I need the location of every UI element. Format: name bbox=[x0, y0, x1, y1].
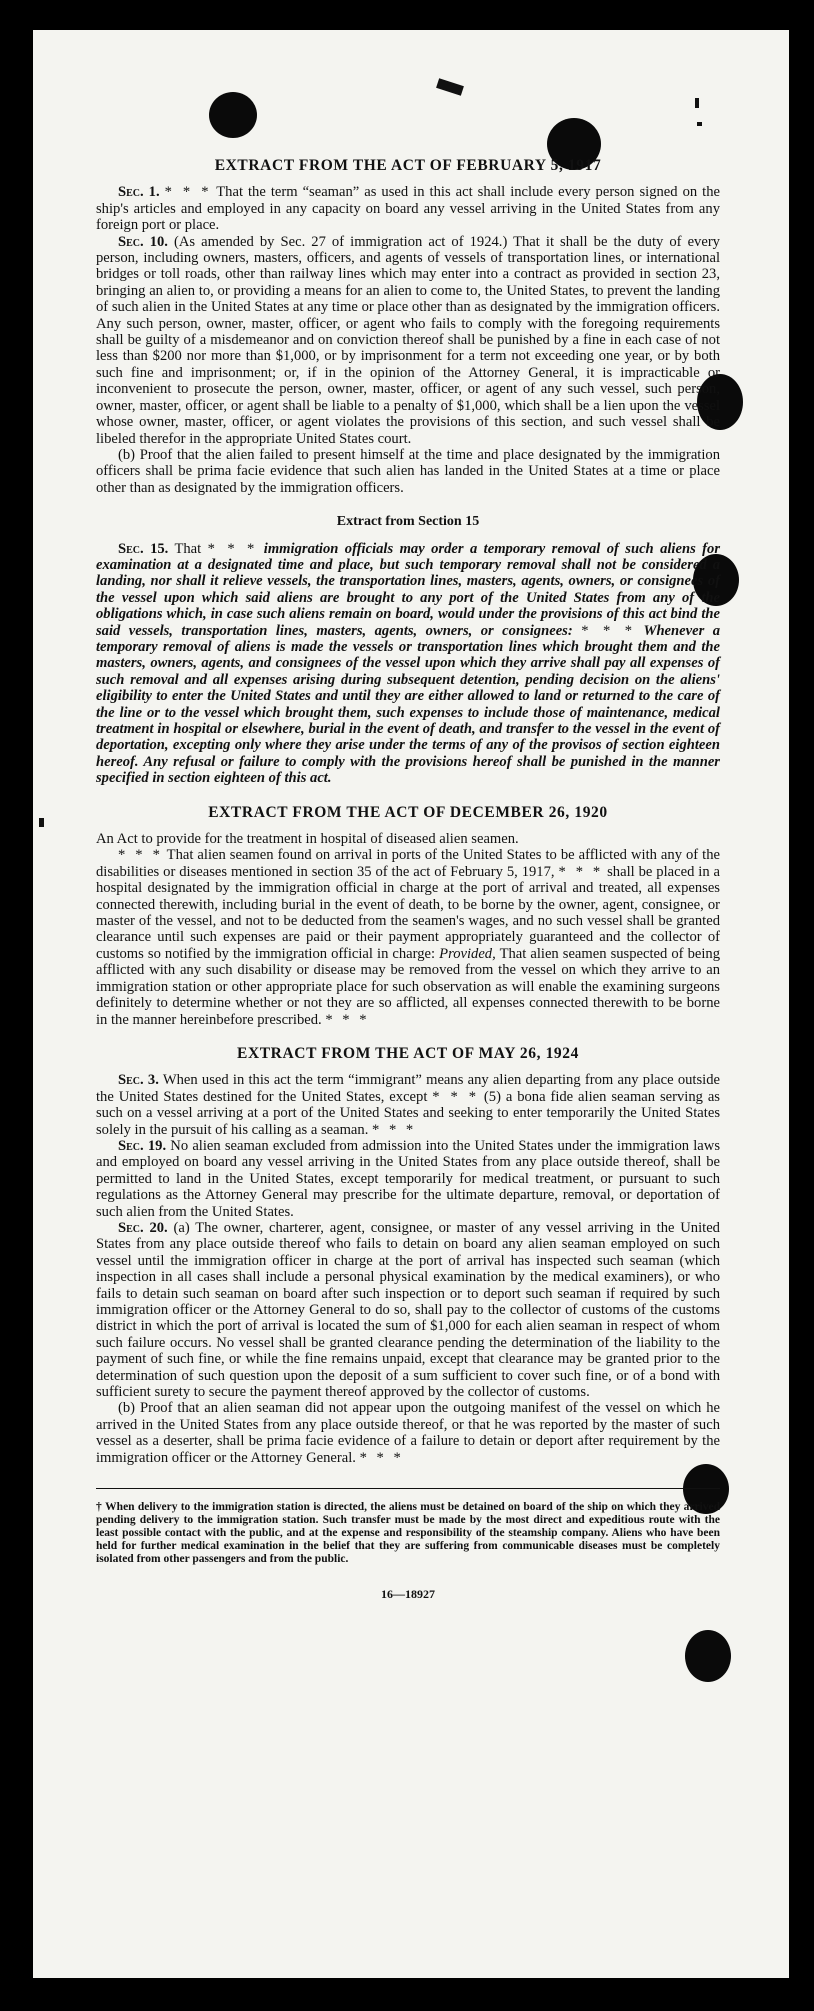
form-number: 16—18927 bbox=[381, 1587, 435, 1602]
section-20-text: (a) The owner, charterer, agent, consignee, or master of any vessel arriving in the United States from any place outside thereof who fails to detain on board any alien seaman employed on such vessel until the immigration officer in charge at the port of arrival has inspected such seaman (which inspection in all cases shall include a personal physical examination by the medical examiners), or who fails to detain such seaman on board after such inspection or to deport such seaman if required by such immigration officer or the Attorney General to do so, shall pay to the collector of customs of the customs district in which the port of arrival is located the sum of $1,000 for each alien seaman in respect of whom such failure occurs. No vessel shall be granted clearance pending the determination of the liability to the payment of such fine, or while the fine remains unpaid, except that clearance may be granted prior to the determination of such question upon the deposit of a sum sufficient to cover such fine, or of a bond with sufficient surety to secure the payment thereof approved by the collector of customs. bbox=[96, 1219, 720, 1401]
act-1920-text-2: shall be placed in a hospital designated by the immigration official in charge at the port of arrival and treated, all expenses connected therewith, including burial in the event of death, to be borne by the owner, agent, consignee, or master of the vessel, and not to be deducted from the seamen's wages, and no such vessel shall be granted clearance until such expenses are paid or their payment appropriately guaranteed and the collector of customs so notified by the immigration official in charge: bbox=[96, 863, 721, 962]
section-15-text-2: Whenever a temporary removal of aliens is made the vessels or transportation lines which brought them and the masters, owners, agents, and consignees of the vessel upon which they arrive shall pay all expenses of such removal and all expenses arising during subsequent detention, pending decision on the aliens' eligibility to enter the United States and until they are either allowed to land or returned to the care of the line or to the vessel which brought them, such expenses to include those of maintenance, medical treatment in hospital or elsewhere, burial in the event of death, and transfer to the vessel in the event of deportation, excepting only where they arise under the terms of any of the provisos of section eighteen hereof. Any refusal or failure to comply with the provisions hereof shall be punished in the manner specified in section eighteen of this act. bbox=[96, 622, 721, 787]
heading-act-1924: EXTRACT FROM THE ACT OF MAY 26, 1924 bbox=[237, 1044, 579, 1062]
section-15 bbox=[96, 541, 720, 787]
act-1920-stars: * * * bbox=[118, 847, 163, 864]
section-15-lead: That bbox=[174, 540, 202, 557]
section-15-stars-2: * * * bbox=[581, 622, 635, 639]
footnote bbox=[96, 1501, 720, 1566]
footnote-divider bbox=[96, 1488, 720, 1489]
section-20-b-text: (b) Proof that an alien seaman did not appear upon the outgoing manifest of the vessel on which he arrived in the United States from any place outside thereof, or that he was reported by the master of such vessel as a deserter, shall be prima facie evidence of a failure to detain or deport after requirement by the immigration officer or the Attorney General. bbox=[96, 1400, 720, 1466]
section-15-stars: * * * bbox=[207, 540, 258, 557]
section-3-stars: * * * bbox=[432, 1088, 479, 1105]
section-10 bbox=[96, 234, 720, 447]
act-1920-text-3: That alien seamen suspected of being afflicted with any such disability or disease may be removed from the vessel on which they arrive to an immigration station or other appropriate place for such observation as will enable the examining surgeons definitely to determine whether or not they are so afflicted, all expenses connected therewith to be borne in the manner hereinbefore prescribed. bbox=[96, 945, 720, 1028]
section-15-label: Sec. 15. bbox=[118, 540, 169, 557]
punch-hole-top-left bbox=[209, 92, 257, 138]
act-1920-intro: An Act to provide for the treatment in hospital of diseased alien seamen. bbox=[96, 831, 519, 848]
section-20-b bbox=[96, 1400, 720, 1466]
act-1920-stars-3: * * * bbox=[325, 1011, 370, 1028]
section-19 bbox=[96, 1138, 720, 1220]
blot-right-4 bbox=[685, 1630, 731, 1682]
section-1 bbox=[96, 184, 720, 233]
document-body bbox=[96, 158, 720, 1602]
section-15-text: immigration officials may order a temporary removal of such aliens for examination at a designated time and place, but such temporary removal shall not be considered a landing, nor shall it relieve vessels, the transportation lines, masters, agents, owners, or consignees of the vessel upon which said aliens are brought to any port of the United States from any of the obligations which, in case such aliens remain on board, would under the provisions of this act bind the said vessels, transportation lines, masters, agents, owners, or consignees: bbox=[96, 540, 721, 639]
section-10-b: (b) Proof that the alien failed to present himself at the time and place designated by the immigration officers shall be prima facie evidence that such alien has landed in the United States at a time or place other than as designated by the immigration officers. bbox=[96, 446, 720, 496]
document-page bbox=[33, 30, 789, 1978]
footnote-text: † When delivery to the immigration station is directed, the aliens must be detained on board of the ship on which they arrived pending delivery to the immigration station. Such transfer must be made by the most direct and expeditious route with the least possible contact with the public, and at the expense and responsibility of the steamship company. Aliens who have been held for further medical examination in the belief that they are suffering from communicable diseases must be completely isolated from other passengers and from the public. bbox=[96, 1501, 720, 1566]
speck-left bbox=[39, 818, 44, 827]
section-3-text-2: (5) a bona fide alien seaman serving as such on a vessel arriving at a port of the United States and seeking to enter temporarily the United States solely in the pursuit of his calling as a seaman. bbox=[96, 1088, 720, 1138]
section-19-text: No alien seaman excluded from admission into the United States under the immigration laws and employed on board any vessel arriving in the United States from any place outside thereof, shall be permitted to land in the United States, except temporarily for medical treatment, or pursuant to such regulations as the Attorney General may prescribe for the ultimate departure, removal, or deportation of such alien from the United States. bbox=[96, 1137, 720, 1220]
act-1920-text: That alien seamen found on arrival in ports of the United States to be afflicted with any of the disabilities or diseases mentioned in section 35 of the act of February 5, 1917, bbox=[96, 847, 721, 880]
heading-section-15: Extract from Section 15 bbox=[336, 514, 480, 530]
section-20-label: Sec. 20. bbox=[118, 1219, 168, 1236]
section-10-text: (As amended by Sec. 27 of immigration act of 1924.) That it shall be the duty of every person, including owners, masters, officers, and agents of vessels of transportation lines, or international bridges or toll roads, other than railway lines which may enter into a contract as provided in section 23, bringing an alien to, or providing a means for an alien to come to, the United States, to prevent the landing of such alien in the United States at any time or place other than as designated by the immigration officers. Any such person, owner, master, officer, or agent who fails to comply with the foregoing requirements shall be guilty of a misdemeanor and on conviction thereof shall be punished by a fine in each case of not less than $200 nor more than $1,000, or by imprisonment for a term not exceeding one year, or by both such fine and imprisonment; or, if in the opinion of the Attorney General, it is impracticable or inconvenient to prosecute the person, owner, master, officer, or agent of any such vessel, such person, owner, master, officer, or agent shall be liable to a penalty of $1,000, which shall be a lien upon the vessel whose owner, master, officer, or agent violates the provisions of this section, and such vessel shall be libeled therefor in the appropriate United States court. bbox=[96, 233, 720, 447]
act-1920-body bbox=[96, 847, 720, 1027]
section-3-label: Sec. 3. bbox=[118, 1072, 159, 1089]
section-10-label: Sec. 10. bbox=[118, 233, 168, 250]
section-3 bbox=[96, 1072, 720, 1138]
section-3-text: When used in this act the term “immigrant” means any alien departing from any place outside the United States destined for the United States, except bbox=[96, 1072, 720, 1105]
section-1-label: Sec. 1. bbox=[118, 184, 160, 201]
act-1920-provided: Provided, bbox=[439, 945, 496, 962]
section-1-text: That the term “seaman” as used in this act shall include every person signed on the ship's articles and employed in any capacity on board any vessel arriving in the United States from any foreign port or place. bbox=[96, 184, 720, 234]
speck-top bbox=[436, 78, 464, 96]
act-1920-stars-2: * * * bbox=[558, 863, 604, 880]
heading-act-1920: EXTRACT FROM THE ACT OF DECEMBER 26, 1920 bbox=[208, 803, 608, 821]
heading-act-1917: EXTRACT FROM THE ACT OF FEBRUARY 5, 1917 bbox=[214, 157, 602, 174]
speck-right-2 bbox=[697, 122, 702, 126]
section-3-stars-2: * * * bbox=[372, 1121, 417, 1138]
speck-right-1 bbox=[695, 98, 699, 108]
section-20 bbox=[96, 1220, 720, 1400]
section-19-label: Sec. 19. bbox=[118, 1137, 167, 1154]
section-1-stars: * * * bbox=[164, 184, 212, 201]
section-20-stars: * * * bbox=[359, 1449, 404, 1466]
